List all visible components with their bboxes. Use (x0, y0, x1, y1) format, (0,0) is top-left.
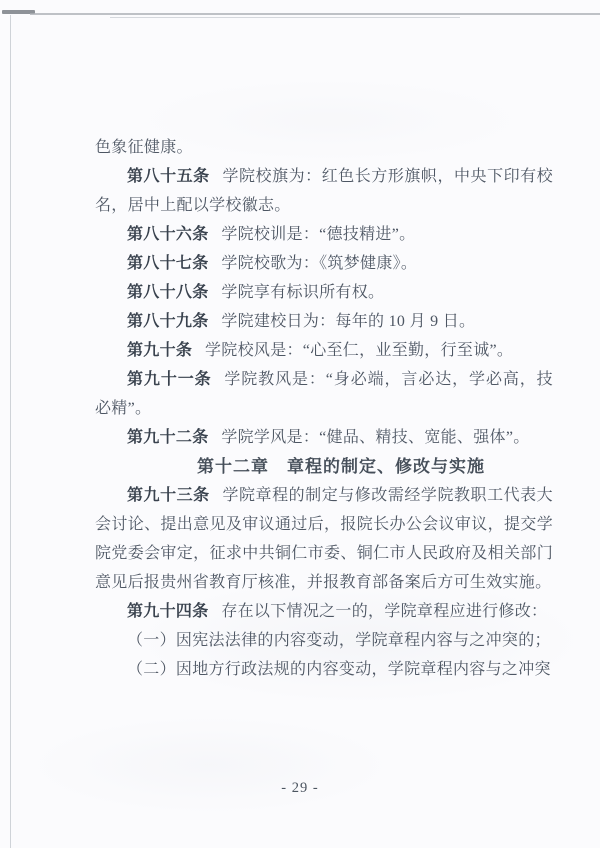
article-number-label: 第八十八条 (127, 284, 209, 301)
scan-edge-top-line-secondary (110, 17, 460, 18)
article-number-label: 第八十五条 (127, 168, 210, 185)
article-text: 学院学风是：“健品、精技、宽能、强体”。 (221, 429, 530, 446)
scan-edge-top-line (30, 13, 600, 15)
article-text: 学院建校日为：每年的 10 月 9 日。 (221, 313, 476, 330)
article-text: （二）因地方行政法规的内容变动，学院章程内容与之冲突 (127, 661, 551, 678)
scan-edge-left-line (10, 15, 11, 848)
article-paragraph (95, 597, 553, 626)
article-number-label: 第九十一条 (127, 371, 212, 388)
article-text: 存在以下情况之一的，学院章程应进行修改： (221, 603, 548, 620)
article-text: 学院校训是：“德技精进”。 (221, 226, 416, 243)
article-paragraph (95, 365, 553, 423)
clause-item (95, 626, 553, 655)
article-number-label: 第九十二条 (127, 429, 209, 446)
article-text: 色象征健康。 (95, 139, 193, 156)
article-number-label: 第八十六条 (127, 226, 209, 243)
article-text: 学院教风是：“身必端，言必达，学必高，技必精”。 (95, 371, 553, 417)
article-paragraph (95, 220, 553, 249)
article-number-label: 第八十九条 (127, 313, 209, 330)
continuation-paragraph (95, 133, 553, 162)
article-text: 学院校歌为：《筑梦健康》。 (221, 255, 418, 272)
article-paragraph (95, 278, 553, 307)
document-body (95, 133, 553, 684)
article-text: 学院享有标识所有权。 (221, 284, 385, 301)
page-number: - 29 - (281, 780, 319, 796)
article-text: 学院章程的制定与修改需经学院教职工代表大会讨论、提出意见及审议通过后，报院长办公会议审议，提交学院党委会审定，征求中共铜仁市委、铜仁市人民政府及相关部门意见后报贵州省教育厅核准，并报教育部备案后方可生效实施。 (95, 487, 553, 591)
chapter-heading: 第十二章 章程的制定、修改与实施 (197, 457, 485, 476)
article-number-label: 第九十四条 (127, 603, 209, 620)
article-text: （一）因宪法法律的内容变动，学院章程内容与之冲突的； (127, 632, 551, 649)
article-paragraph (95, 249, 553, 278)
article-number-label: 第九十三条 (127, 487, 210, 504)
article-text: 学院校风是：“心至仁，业至勤，行至诚”。 (205, 342, 514, 359)
article-number-label: 第八十七条 (127, 255, 209, 272)
article-number-label: 第九十条 (127, 342, 193, 359)
article-text: 学院校旗为：红色长方形旗帜，中央下印有校名，居中上配以学校徽志。 (95, 168, 553, 214)
article-paragraph (95, 336, 553, 365)
clause-item (95, 655, 553, 684)
article-paragraph (95, 162, 553, 220)
article-paragraph (95, 481, 553, 597)
article-paragraph (95, 307, 553, 336)
article-paragraph (95, 423, 553, 452)
